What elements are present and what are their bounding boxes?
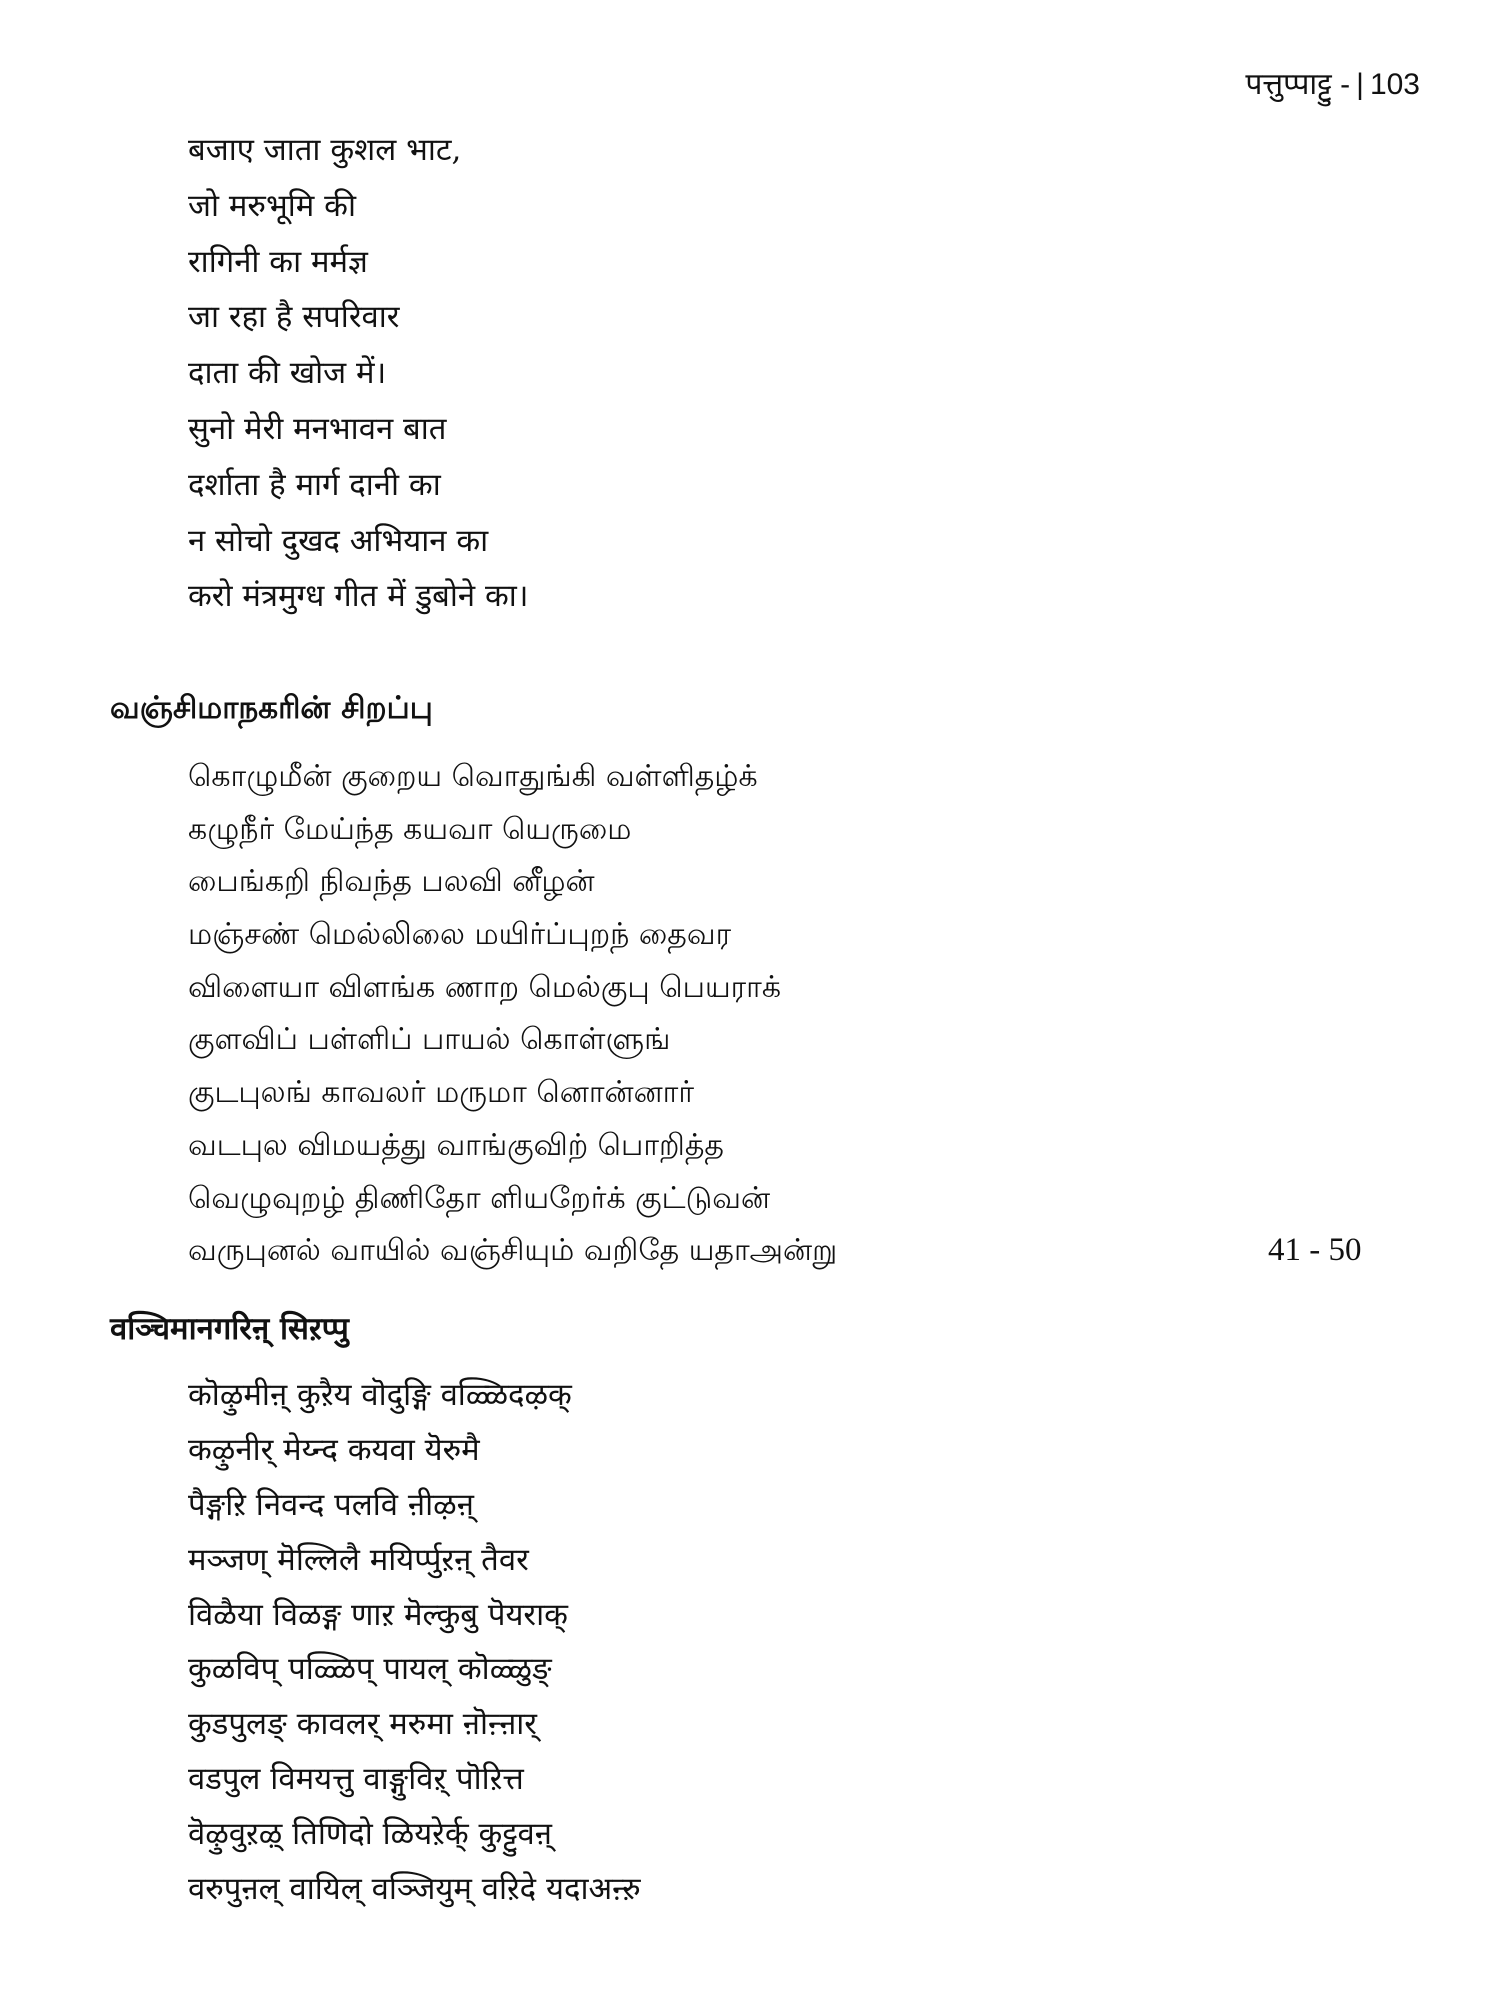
- transliteration-line: मञ्जण् मॆल्लिलै मयिर्प्पुऱऩ् तैवर: [188, 1541, 529, 1578]
- verse-range: 41 - 50: [1268, 1232, 1362, 1268]
- transliteration-line: वरुपुऩल् वायिल् वञ्जियुम् वऱिदे यदाअऩ्ऱु: [188, 1871, 640, 1908]
- transliteration-stanza: [188, 1377, 640, 1929]
- tamil-section-heading: வஞ்சிமாநகரின் சிறப்பு: [110, 690, 433, 726]
- hindi-line: करो मंत्रमुग्ध गीत में डुबोने का।: [188, 578, 529, 615]
- hindi-line: सुनो मेरी मनभावन बात: [188, 410, 447, 447]
- hindi-line: दाता की खोज में।: [188, 355, 387, 392]
- tamil-line: மஞ்சண் மெல்லிலை மயிர்ப்புறந் தைவர: [188, 917, 732, 953]
- tamil-line: குளவிப் பள்ளிப் பாயல் கொள்ளுங்: [188, 1022, 671, 1058]
- transliteration-line: पैङ्गऱि निवन्द पलवि ऩीऴऩ्: [188, 1486, 474, 1523]
- page-header: [1245, 62, 1420, 103]
- hindi-line: न सोचो दुखद अभियान का: [188, 522, 489, 559]
- transliteration-line: कुडपुलङ् कावलर् मरुमा ऩॊऩ्ऩार्: [188, 1706, 537, 1743]
- hindi-line: जो मरुभूमि की: [188, 187, 357, 224]
- transliteration-line: कॊऴुमीऩ् कुऱैय वॊदुङ्गि वळ्ळिदऴक्: [188, 1377, 572, 1413]
- tamil-line: வெழுவுறழ் திணிதோ ளியறேர்க் குட்டுவன்: [188, 1180, 771, 1216]
- hindi-translation-stanza: [188, 132, 529, 637]
- tamil-line: பைங்கறி நிவந்த பலவி னீழன்: [188, 864, 595, 900]
- tamil-line: விளையா விளங்க ணாற மெல்குபு பெயராக்: [188, 969, 782, 1005]
- transliteration-section-heading: वञ्चिमानगरिऩ् सिऱप्पु: [110, 1311, 349, 1347]
- tamil-line: கழுநீர் மேய்ந்த கயவா யெருமை: [188, 811, 632, 847]
- tamil-line: குடபுலங் காவலர் மருமா னொன்னார்: [188, 1075, 695, 1111]
- hindi-line: रागिनी का मर्मज्ञ: [188, 243, 368, 280]
- tamil-verse-stanza: [188, 759, 838, 1289]
- tamil-line: வருபுனல் வாயில் வஞ்சியும் வறிதே யதாஅன்று: [188, 1233, 838, 1269]
- hindi-line: दर्शाता है मार्ग दानी का: [188, 466, 441, 503]
- running-title: पत्तुप्पाट्टु -: [1245, 68, 1351, 101]
- hindi-line: बजाए जाता कुशल भाट,: [188, 132, 462, 168]
- page-number: 103: [1369, 68, 1420, 101]
- header-separator: |: [1356, 68, 1364, 101]
- transliteration-line: कऴुनीर् मेय्न्द कयवा यॆरुमै: [188, 1431, 480, 1468]
- tamil-line: வடபுல விமயத்து வாங்குவிற் பொறித்த: [188, 1127, 724, 1163]
- transliteration-line: वॆऴुवुऱऴ् तिणिदो ळियऱेर्क् कुट्टुवऩ्: [188, 1816, 552, 1853]
- hindi-line: जा रहा है सपरिवार: [188, 299, 400, 336]
- transliteration-line: कुळविप् पळ्ळिप् पायल् कॊळ्ळुङ्: [188, 1651, 552, 1688]
- transliteration-line: वडपुल विमयत्तु वाङ्गुविऱ् पॊऱित्त: [188, 1761, 524, 1798]
- tamil-line: கொழுமீன் குறைய வொதுங்கி வள்ளிதழ்க்: [188, 759, 758, 794]
- transliteration-line: विळैया विळङ्ग णाऱ मॆल्कुबु पॆयराक्: [188, 1596, 568, 1633]
